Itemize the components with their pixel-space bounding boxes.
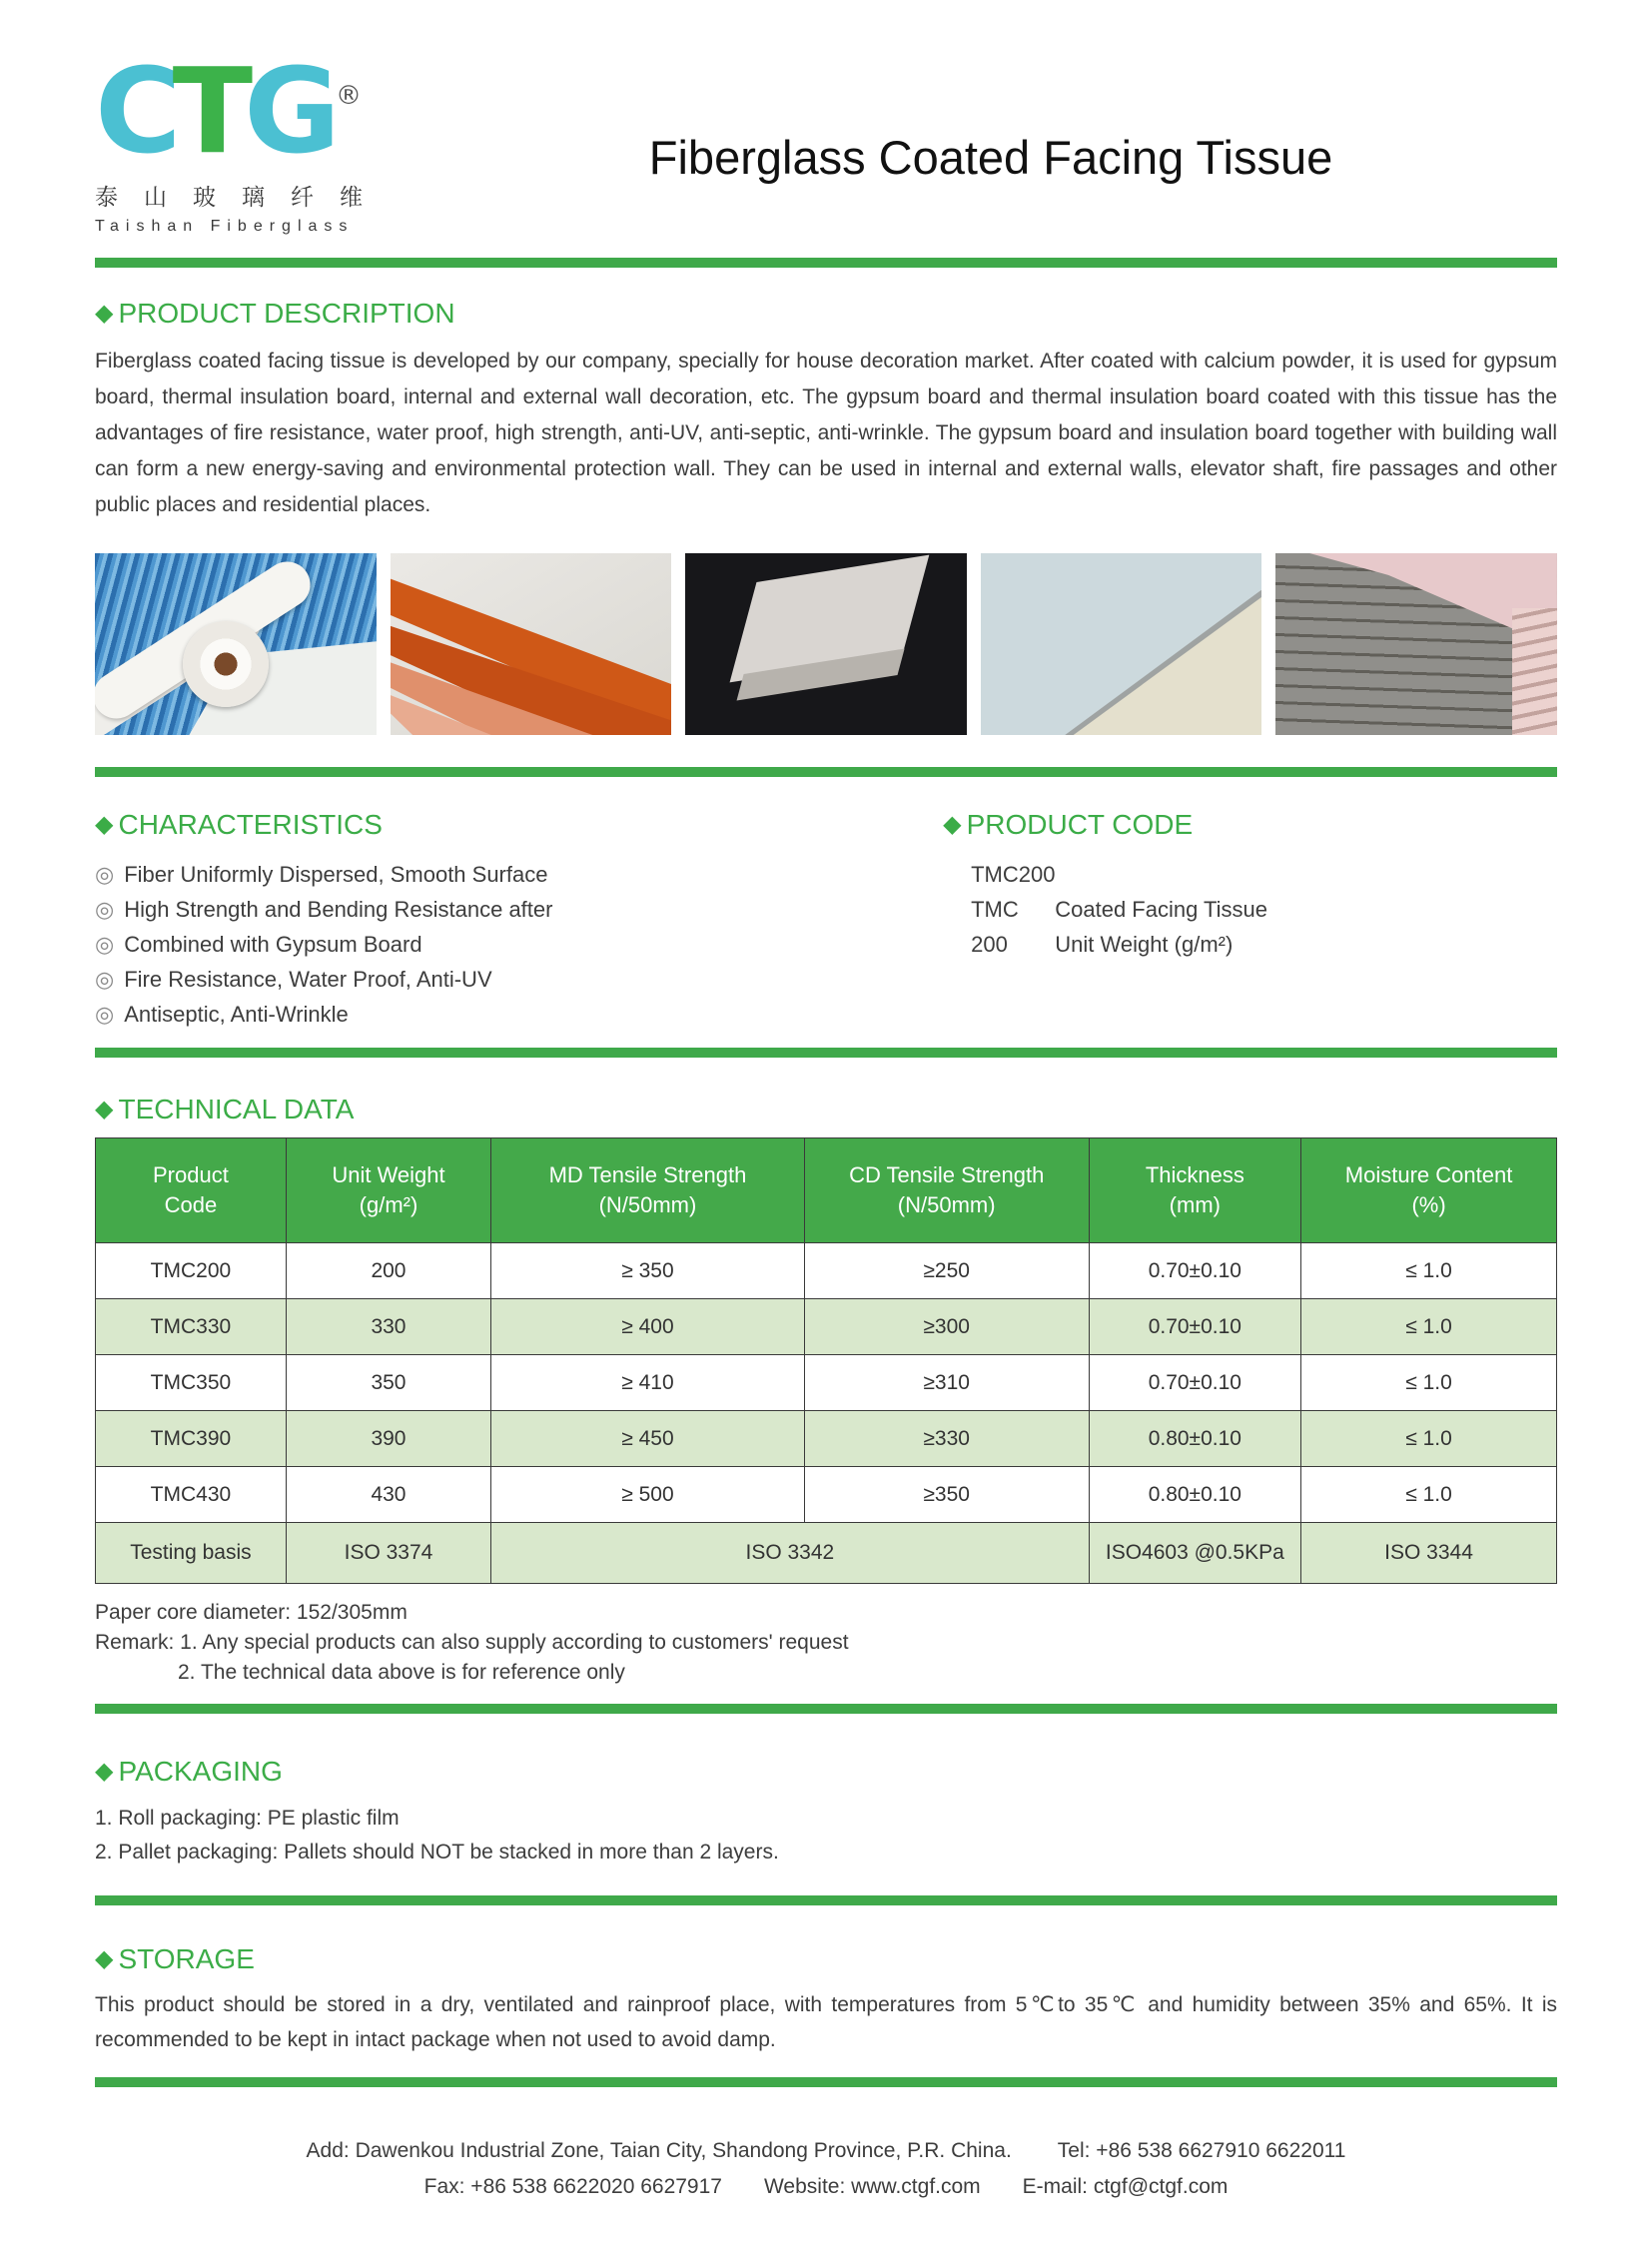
table-cell: ISO 3374 (286, 1523, 490, 1584)
heading-label: PACKAGING (118, 1756, 283, 1787)
product-code-line (971, 892, 1557, 927)
double-circle-bullet-icon: ◎ (95, 897, 115, 922)
footer-line-2 (95, 2169, 1557, 2205)
table-cell: ≤ 1.0 (1301, 1299, 1557, 1355)
table-cell: 0.70±0.10 (1089, 1243, 1301, 1299)
table-cell: ISO 3342 (491, 1523, 1089, 1584)
section-divider (95, 767, 1557, 777)
list-item-text: Fiber Uniformly Dispersed, Smooth Surface (124, 862, 548, 887)
table-header-row (96, 1138, 1557, 1243)
footer (95, 2133, 1557, 2205)
logo-letter-c: C (95, 42, 173, 180)
section-divider (95, 2077, 1557, 2087)
code-part: TMC (971, 897, 1019, 922)
table-row (96, 1299, 1557, 1355)
table-cell: 330 (286, 1299, 490, 1355)
list-item-text: High Strength and Bending Resistance after (124, 897, 553, 922)
double-circle-bullet-icon: ◎ (95, 967, 115, 992)
product-photo-coated-panels (981, 553, 1262, 735)
remark-line-1: Remark: 1. Any special products can also supply according to customers' request (95, 1631, 849, 1654)
heading-label: CHARACTERISTICS (118, 809, 383, 840)
footer-fax: Fax: +86 538 6622020 6627917 (423, 2175, 722, 2198)
table-cell: ≥ 450 (491, 1411, 805, 1467)
section-divider (95, 1704, 1557, 1714)
double-circle-bullet-icon: ◎ (95, 932, 115, 957)
registered-trademark-icon: ® (335, 81, 362, 111)
heading-label: PRODUCT DESCRIPTION (118, 298, 455, 329)
table-row (96, 1411, 1557, 1467)
remark-line-2: 2. The technical data above is for reference only (178, 1661, 625, 1684)
product-photos-row (95, 553, 1557, 735)
table-header-cell: CD Tensile Strength (N/50mm) (804, 1138, 1089, 1243)
table-cell: ISO 3344 (1301, 1523, 1557, 1584)
footer-website: Website: www.ctgf.com (763, 2175, 981, 2198)
logo-english-name: Taishan Fiberglass (95, 218, 355, 235)
table-header-cell: Unit Weight (g/m²) (286, 1138, 490, 1243)
list-item (95, 997, 943, 1032)
technical-data-table (95, 1137, 1557, 1584)
table-header-cell: MD Tensile Strength (N/50mm) (491, 1138, 805, 1243)
table-cell: 430 (286, 1467, 490, 1523)
product-code-line (971, 857, 1557, 892)
list-item (95, 857, 943, 892)
packaging-list (95, 1802, 1557, 1869)
product-code-column (943, 809, 1557, 1032)
characteristics-list (95, 857, 943, 1032)
table-cell: ≥350 (804, 1467, 1089, 1523)
table-cell: 0.70±0.10 (1089, 1355, 1301, 1411)
list-item (95, 892, 943, 927)
table-cell: Testing basis (96, 1523, 287, 1584)
table-cell: 200 (286, 1243, 490, 1299)
ctg-logo (95, 42, 424, 180)
table-cell: TMC330 (96, 1299, 287, 1355)
table-cell: ISO4603 @0.5KPa (1089, 1523, 1301, 1584)
storage-paragraph: This product should be stored in a dry, ventilated and rainproof place, with temperatures from 5℃to 35℃ and humidity between 35% and 65%. It is recommended to be kept in intact package when not used to avoid damp. (95, 1993, 1557, 2051)
footer-line-1 (95, 2133, 1557, 2169)
table-cell: ≥ 400 (491, 1299, 805, 1355)
technical-data-heading (95, 1094, 1557, 1125)
product-code-line (971, 927, 1557, 962)
list-item: 1. Roll packaging: PE plastic film (95, 1807, 400, 1830)
table-cell: 350 (286, 1355, 490, 1411)
table-cell: ≥ 350 (491, 1243, 805, 1299)
product-code-lines (943, 857, 1557, 962)
table-cell: ≤ 1.0 (1301, 1243, 1557, 1299)
table-testing-basis-row (96, 1523, 1557, 1584)
header (95, 0, 1557, 236)
table-cell: TMC350 (96, 1355, 287, 1411)
product-photo-board-stack (1275, 553, 1557, 735)
section-divider (95, 1895, 1557, 1905)
two-column-section (95, 809, 1557, 1032)
table-cell: ≥ 410 (491, 1355, 805, 1411)
code-desc: Unit Weight (g/m²) (1055, 932, 1234, 957)
code-part: 200 (971, 932, 1008, 957)
double-circle-bullet-icon: ◎ (95, 862, 115, 887)
table-cell: TMC200 (96, 1243, 287, 1299)
product-photo-tissue-rolls (95, 553, 377, 735)
characteristics-column (95, 809, 943, 1032)
table-cell: ≤ 1.0 (1301, 1411, 1557, 1467)
table-row (96, 1355, 1557, 1411)
logo-letter-t: T (172, 42, 245, 180)
code-desc: Coated Facing Tissue (1055, 897, 1268, 922)
table-row (96, 1243, 1557, 1299)
logo-chinese-name: 泰山玻璃纤维 (95, 184, 389, 210)
photo-stack-side-shape (1512, 608, 1557, 735)
list-item: 2. Pallet packaging: Pallets should NOT be stacked in more than 2 layers. (95, 1841, 779, 1864)
diamond-icon: ◆ (95, 1758, 114, 1785)
table-cell: ≥250 (804, 1243, 1089, 1299)
list-item-text: Combined with Gypsum Board (124, 932, 422, 957)
table-notes (95, 1598, 1557, 1688)
table-cell: ≤ 1.0 (1301, 1355, 1557, 1411)
code-part: TMC200 (971, 862, 1056, 887)
table-cell: ≥ 500 (491, 1467, 805, 1523)
paper-core-note: Paper core diameter: 152/305mm (95, 1601, 408, 1624)
footer-address: Add: Dawenkou Industrial Zone, Taian City, Shandong Province, P.R. China. (306, 2139, 1012, 2162)
table-header-cell: Thickness (mm) (1089, 1138, 1301, 1243)
diamond-icon: ◆ (95, 1945, 114, 1972)
list-item-text: Fire Resistance, Water Proof, Anti-UV (124, 967, 492, 992)
table-cell: 0.80±0.10 (1089, 1467, 1301, 1523)
footer-email: E-mail: ctgf@ctgf.com (1022, 2175, 1229, 2198)
section-divider (95, 1048, 1557, 1058)
product-photo-orange-sheets (391, 553, 672, 735)
section-divider (95, 258, 1557, 268)
table-cell: ≥330 (804, 1411, 1089, 1467)
packaging-heading (95, 1756, 1557, 1788)
logo-letter-g: G (244, 42, 332, 180)
list-item (95, 927, 943, 962)
table-cell: 390 (286, 1411, 490, 1467)
heading-label: TECHNICAL DATA (118, 1094, 355, 1124)
characteristics-heading (95, 809, 943, 841)
page-title: Fiberglass Coated Facing Tissue (648, 131, 1333, 184)
table-row (96, 1467, 1557, 1523)
list-item (95, 962, 943, 997)
table-cell: TMC430 (96, 1467, 287, 1523)
diamond-icon: ◆ (95, 300, 114, 327)
table-cell: ≥310 (804, 1355, 1089, 1411)
table-header-cell: Moisture Content (%) (1301, 1138, 1557, 1243)
double-circle-bullet-icon: ◎ (95, 1002, 115, 1027)
footer-tel: Tel: +86 538 6627910 6622011 (1057, 2139, 1346, 2162)
product-description-heading (95, 298, 1557, 330)
table-cell: 0.80±0.10 (1089, 1411, 1301, 1467)
table-cell: 0.70±0.10 (1089, 1299, 1301, 1355)
table-cell: TMC390 (96, 1411, 287, 1467)
diamond-icon: ◆ (95, 1096, 114, 1122)
heading-label: PRODUCT CODE (966, 809, 1194, 840)
product-code-heading (943, 809, 1557, 841)
diamond-icon: ◆ (943, 811, 962, 838)
table-cell: ≥300 (804, 1299, 1089, 1355)
heading-label: STORAGE (118, 1943, 255, 1974)
storage-heading (95, 1943, 1557, 1975)
photo-roll-core-shape (183, 621, 269, 707)
product-photo-white-board (685, 553, 967, 735)
product-description-paragraph: Fiberglass coated facing tissue is developed by our company, specially for house decoration market. After coated with calcium powder, it is used for gypsum board, thermal insulation board, internal and external wall decoration, etc. The gypsum board and thermal insulation board coated with this tissue has the advantages of fire resistance, water proof, high strength, anti-UV, anti-septic, anti-wrinkle. The gypsum board and insulation board together with building wall can form a new energy-saving and environmental protection wall. They can be used in internal and external walls, elevator shaft, fire passages and other public places and residential places. (95, 350, 1557, 516)
title-wrap (424, 42, 1557, 185)
diamond-icon: ◆ (95, 811, 114, 838)
table-header-cell: Product Code (96, 1138, 287, 1243)
table-cell: ≤ 1.0 (1301, 1467, 1557, 1523)
list-item-text: Antiseptic, Anti-Wrinkle (124, 1002, 349, 1027)
company-logo (95, 42, 424, 236)
